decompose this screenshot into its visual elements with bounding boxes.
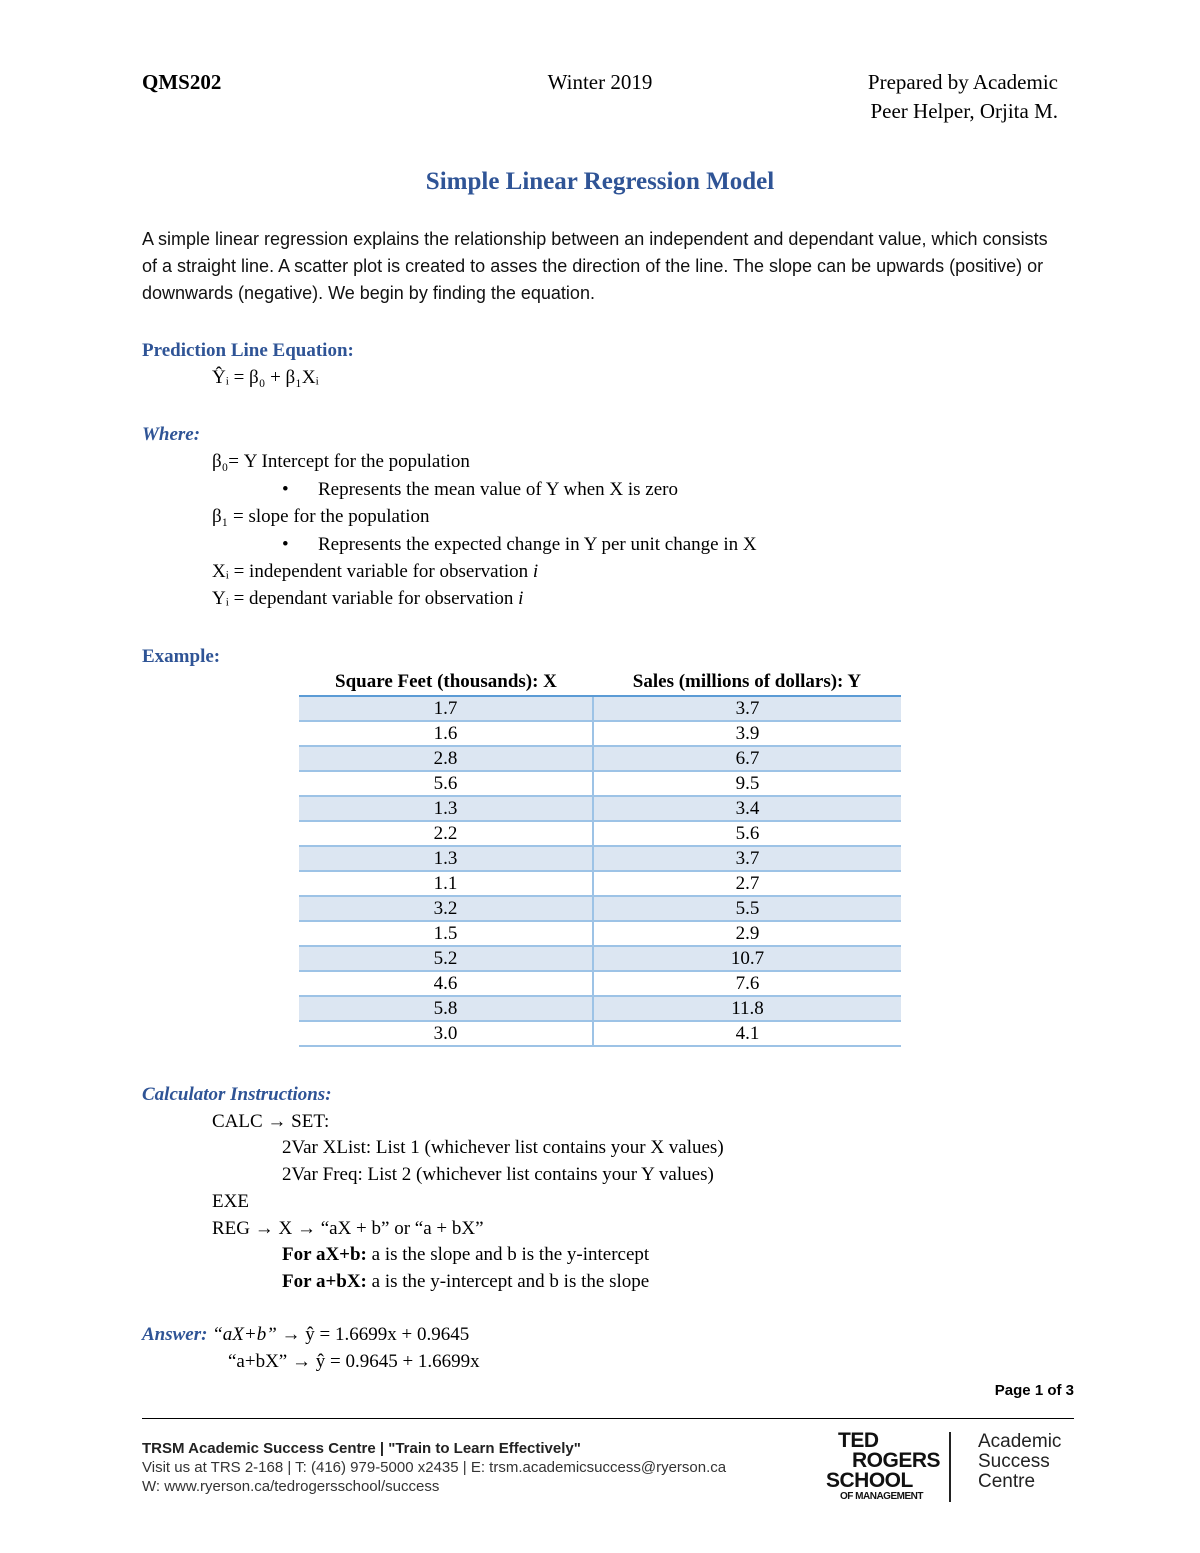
table-row [299, 1021, 901, 1046]
table-row [299, 796, 901, 821]
calc-abx-label: For a+bX: [282, 1271, 367, 1292]
cell-sales: 11.8 [593, 996, 901, 1021]
cell-sales: 4.1 [593, 1021, 901, 1046]
footer-centre: TRSM Academic Success Centre | "Train to Learn Effectively" [142, 1440, 581, 1457]
b0-definition: β₀= Y Intercept for the population [212, 451, 470, 472]
logo-success: Success [978, 1451, 1050, 1472]
cell-square-feet: 1.3 [299, 796, 593, 821]
cell-sales: 2.7 [593, 871, 901, 896]
academic-success-centre-logo [978, 1432, 1061, 1492]
table-row [299, 946, 901, 971]
cell-sales: 6.7 [593, 746, 901, 771]
table-row [299, 996, 901, 1021]
cell-sales: 5.6 [593, 821, 901, 846]
footer-divider [142, 1418, 1074, 1419]
course-code: QMS202 [142, 70, 222, 94]
page-title: Simple Linear Regression Model [425, 168, 775, 195]
table-row [299, 846, 901, 871]
table-row [299, 971, 901, 996]
intro-paragraph: A simple linear regression explains the relationship between an independent and dependant value, which consists of a straight line. A scatter plot is created to asses the direction of the line. The slope can be upwards (positive) or downwards (negative). We begin by finding the equation. [142, 229, 1048, 303]
y-definition-i: i [518, 588, 524, 609]
cell-square-feet: 5.8 [299, 996, 593, 1021]
cell-sales: 9.5 [593, 771, 901, 796]
cell-square-feet: 1.3 [299, 846, 593, 871]
y-definition [212, 588, 523, 610]
answer-line-1 [142, 1324, 469, 1346]
cell-sales: 3.4 [593, 796, 901, 821]
cell-square-feet: 1.6 [299, 721, 593, 746]
cell-square-feet: 2.2 [299, 821, 593, 846]
prepared-by-line2: Peer Helper, Orjita M. [870, 99, 1058, 123]
footer-web: W: www.ryerson.ca/tedrogersschool/success [142, 1478, 440, 1495]
b0-bullet: Represents the mean value of Y when X is zero [318, 479, 678, 500]
example-table [299, 669, 901, 1047]
calc-line-axb [282, 1244, 649, 1266]
calc-line-calc-set: CALC → SET: [212, 1111, 330, 1132]
cell-square-feet: 2.8 [299, 746, 593, 771]
cell-sales: 3.7 [593, 846, 901, 871]
column-header-x: Square Feet (thousands): X [299, 669, 593, 696]
prepared-by [868, 70, 1058, 124]
table-row [299, 896, 901, 921]
b1-bullet: Represents the expected change in Y per unit change in X [318, 534, 757, 555]
x-definition-text: Xᵢ = independent variable for observation [212, 561, 533, 582]
logo-of-management: OF MANAGEMENT [840, 1491, 923, 1502]
calc-line-freq: 2Var Freq: List 2 (whichever list contains your Y values) [282, 1164, 714, 1185]
cell-sales: 5.5 [593, 896, 901, 921]
where-heading: Where: [142, 424, 201, 445]
calc-line-reg: REG → X → “aX + b” or “a + bX” [212, 1218, 484, 1239]
answer-form-1: “aX+b” [212, 1324, 277, 1345]
answer-equation-1: → ŷ = 1.6699x + 0.9645 [276, 1324, 470, 1345]
calc-line-xlist: 2Var XList: List 1 (whichever list contains your X values) [282, 1137, 724, 1158]
prediction-equation: Ŷᵢ = β₀ + β₁Xᵢ [212, 367, 319, 388]
logo-centre: Centre [978, 1471, 1036, 1492]
b1-bullet-marker: • [282, 534, 289, 555]
cell-square-feet: 3.0 [299, 1021, 593, 1046]
x-definition [212, 561, 538, 583]
cell-sales: 3.9 [593, 721, 901, 746]
example-heading: Example: [142, 646, 221, 667]
answer-equation-2: “a+bX” → ŷ = 0.9645 + 1.6699x [228, 1351, 480, 1372]
cell-sales: 7.6 [593, 971, 901, 996]
x-definition-i: i [532, 561, 539, 582]
table-row [299, 771, 901, 796]
page-number: Page 1 of 3 [994, 1382, 1074, 1399]
cell-sales: 3.7 [593, 696, 901, 721]
term: Winter 2019 [547, 70, 653, 94]
table-row [299, 696, 901, 721]
y-definition-text: Yᵢ = dependant variable for observation [212, 588, 519, 609]
calc-axb-text: a is the slope and b is the y-intercept [366, 1244, 650, 1265]
cell-square-feet: 1.7 [299, 696, 593, 721]
cell-sales: 10.7 [593, 946, 901, 971]
cell-square-feet: 5.6 [299, 771, 593, 796]
logo-rogers: ROGERS [852, 1449, 941, 1472]
table-row [299, 821, 901, 846]
table-row [299, 921, 901, 946]
b1-definition: β₁ = slope for the population [212, 506, 430, 527]
calculator-heading: Calculator Instructions: [142, 1084, 332, 1105]
calc-axb-label: For aX+b: [282, 1244, 367, 1265]
logo-divider [949, 1432, 951, 1502]
cell-square-feet: 5.2 [299, 946, 593, 971]
cell-square-feet: 4.6 [299, 971, 593, 996]
calc-line-exe: EXE [212, 1191, 249, 1212]
logo-ted: TED [838, 1429, 879, 1452]
logo-academic: Academic [978, 1431, 1062, 1452]
cell-sales: 2.9 [593, 921, 901, 946]
calc-abx-text: a is the y-intercept and b is the slope [366, 1271, 650, 1292]
cell-square-feet: 1.1 [299, 871, 593, 896]
cell-square-feet: 3.2 [299, 896, 593, 921]
cell-square-feet: 1.5 [299, 921, 593, 946]
prepared-by-line1: Prepared by Academic [867, 70, 1058, 94]
answer-label: Answer: [142, 1324, 208, 1345]
b0-bullet-marker: • [282, 479, 289, 500]
logo-school: SCHOOL [826, 1469, 913, 1492]
table-row [299, 746, 901, 771]
footer-visit: Visit us at TRS 2-168 | T: (416) 979-5000 x2435 | E: trsm.academicsuccess@ryerson.ca [142, 1459, 727, 1476]
ted-rogers-logo [826, 1429, 941, 1506]
prediction-heading: Prediction Line Equation: [142, 340, 354, 361]
column-header-y: Sales (millions of dollars): Y [593, 669, 901, 696]
table-row [299, 721, 901, 746]
table-row [299, 871, 901, 896]
calc-line-abx [282, 1271, 649, 1293]
